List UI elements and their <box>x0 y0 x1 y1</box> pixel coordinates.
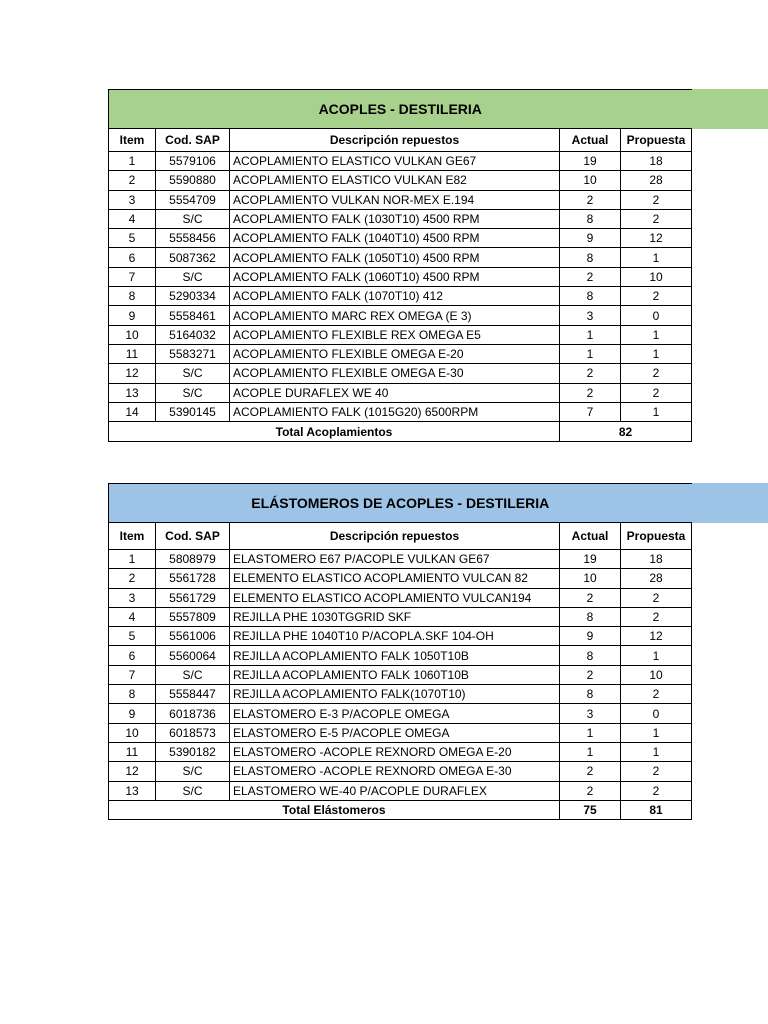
cell-item: 1 <box>109 550 156 569</box>
table-row <box>109 704 692 723</box>
cell-item: 5 <box>109 229 156 248</box>
cell-descripcion: ACOPLAMIENTO FALK (1015G20) 6500RPM <box>230 402 560 421</box>
cell-actual: 7 <box>560 402 621 421</box>
cell-actual: 19 <box>560 550 621 569</box>
cell-cod-sap: S/C <box>156 781 230 800</box>
cell-propuesta: 2 <box>621 287 692 306</box>
cell-cod-sap: 5557809 <box>156 607 230 626</box>
cell-descripcion: ACOPLE DURAFLEX WE 40 <box>230 383 560 402</box>
cell-propuesta: 2 <box>621 364 692 383</box>
cell-descripcion: ELASTOMERO -ACOPLE REXNORD OMEGA E-30 <box>230 762 560 781</box>
cell-propuesta: 0 <box>621 704 692 723</box>
cell-descripcion: REJILLA PHE 1040T10 P/ACOPLA.SKF 104-OH <box>230 627 560 646</box>
cell-cod-sap: S/C <box>156 762 230 781</box>
col-descripcion: Descripción repuestos <box>230 523 560 550</box>
table-row <box>109 569 692 588</box>
cell-propuesta: 2 <box>621 781 692 800</box>
cell-actual: 2 <box>560 383 621 402</box>
cell-actual: 2 <box>560 665 621 684</box>
col-actual: Actual <box>560 129 621 152</box>
cell-propuesta: 12 <box>621 229 692 248</box>
cell-descripcion: ACOPLAMIENTO VULKAN NOR-MEX E.194 <box>230 190 560 209</box>
cell-actual: 8 <box>560 248 621 267</box>
cell-item: 12 <box>109 762 156 781</box>
cell-item: 5 <box>109 627 156 646</box>
cell-cod-sap: S/C <box>156 665 230 684</box>
cell-descripcion: ACOPLAMIENTO FALK (1060T10) 4500 RPM <box>230 267 560 286</box>
table-row <box>109 646 692 665</box>
table1-header-row <box>109 129 692 152</box>
table1-total-row <box>109 422 692 442</box>
cell-actual: 2 <box>560 267 621 286</box>
cell-cod-sap: 5164032 <box>156 325 230 344</box>
cell-propuesta: 28 <box>621 569 692 588</box>
cell-propuesta: 0 <box>621 306 692 325</box>
cell-item: 1 <box>109 152 156 171</box>
cell-cod-sap: S/C <box>156 267 230 286</box>
col-descripcion: Descripción repuestos <box>230 129 560 152</box>
cell-item: 10 <box>109 325 156 344</box>
cell-item: 6 <box>109 646 156 665</box>
cell-cod-sap: 5390182 <box>156 742 230 761</box>
cell-descripcion: REJILLA PHE 1030TGGRID SKF <box>230 607 560 626</box>
cell-descripcion: ACOPLAMIENTO FALK (1070T10) 412 <box>230 287 560 306</box>
table-row <box>109 306 692 325</box>
cell-item: 3 <box>109 190 156 209</box>
cell-descripcion: REJILLA ACOPLAMIENTO FALK(1070T10) <box>230 685 560 704</box>
elastomeros-table <box>108 483 692 820</box>
cell-cod-sap: 5583271 <box>156 344 230 363</box>
cell-actual: 10 <box>560 569 621 588</box>
cell-actual: 9 <box>560 627 621 646</box>
cell-propuesta: 1 <box>621 344 692 363</box>
col-cod-sap: Cod. SAP <box>156 523 230 550</box>
total-propuesta: 81 <box>621 800 692 819</box>
table-row <box>109 665 692 684</box>
cell-descripcion: ACOPLAMIENTO FLEXIBLE REX OMEGA E5 <box>230 325 560 344</box>
table-row <box>109 723 692 742</box>
cell-actual: 2 <box>560 190 621 209</box>
col-propuesta: Propuesta <box>621 523 692 550</box>
cell-cod-sap: 5087362 <box>156 248 230 267</box>
cell-cod-sap: S/C <box>156 383 230 402</box>
cell-propuesta: 10 <box>621 267 692 286</box>
cell-propuesta: 12 <box>621 627 692 646</box>
cell-cod-sap: S/C <box>156 209 230 228</box>
cell-item: 3 <box>109 588 156 607</box>
cell-actual: 1 <box>560 742 621 761</box>
cell-cod-sap: 5558461 <box>156 306 230 325</box>
cell-descripcion: ELASTOMERO WE-40 P/ACOPLE DURAFLEX <box>230 781 560 800</box>
cell-propuesta: 2 <box>621 607 692 626</box>
cell-item: 14 <box>109 402 156 421</box>
cell-propuesta: 2 <box>621 588 692 607</box>
table-row <box>109 742 692 761</box>
cell-cod-sap: 5558447 <box>156 685 230 704</box>
cell-item: 4 <box>109 209 156 228</box>
table-row <box>109 364 692 383</box>
cell-propuesta: 2 <box>621 685 692 704</box>
cell-actual: 8 <box>560 607 621 626</box>
cell-actual: 1 <box>560 325 621 344</box>
table-row <box>109 209 692 228</box>
cell-cod-sap: 5579106 <box>156 152 230 171</box>
cell-item: 2 <box>109 171 156 190</box>
cell-propuesta: 1 <box>621 646 692 665</box>
total-label: Total Acoplamientos <box>109 422 560 442</box>
col-actual: Actual <box>560 523 621 550</box>
cell-descripcion: ACOPLAMIENTO FLEXIBLE OMEGA E-20 <box>230 344 560 363</box>
table-row <box>109 325 692 344</box>
cell-actual: 1 <box>560 344 621 363</box>
cell-item: 11 <box>109 742 156 761</box>
cell-cod-sap: 5808979 <box>156 550 230 569</box>
cell-propuesta: 1 <box>621 742 692 761</box>
cell-actual: 10 <box>560 171 621 190</box>
table-row <box>109 229 692 248</box>
cell-descripcion: ELEMENTO ELASTICO ACOPLAMIENTO VULCAN 82 <box>230 569 560 588</box>
cell-descripcion: REJILLA ACOPLAMIENTO FALK 1060T10B <box>230 665 560 684</box>
cell-item: 8 <box>109 287 156 306</box>
cell-descripcion: REJILLA ACOPLAMIENTO FALK 1050T10B <box>230 646 560 665</box>
cell-descripcion: ELASTOMERO -ACOPLE REXNORD OMEGA E-20 <box>230 742 560 761</box>
cell-cod-sap: 5561006 <box>156 627 230 646</box>
table2-total-row <box>109 800 692 819</box>
cell-propuesta: 28 <box>621 171 692 190</box>
cell-propuesta: 1 <box>621 325 692 344</box>
cell-descripcion: ACOPLAMIENTO ELASTICO VULKAN GE67 <box>230 152 560 171</box>
table-row <box>109 267 692 286</box>
cell-propuesta: 1 <box>621 402 692 421</box>
col-item: Item <box>109 129 156 152</box>
cell-item: 7 <box>109 665 156 684</box>
table-row <box>109 152 692 171</box>
cell-descripcion: ELASTOMERO E67 P/ACOPLE VULKAN GE67 <box>230 550 560 569</box>
cell-item: 4 <box>109 607 156 626</box>
table-row <box>109 588 692 607</box>
col-cod-sap: Cod. SAP <box>156 129 230 152</box>
cell-descripcion: ACOPLAMIENTO FALK (1030T10) 4500 RPM <box>230 209 560 228</box>
cell-cod-sap: 5290334 <box>156 287 230 306</box>
table-row <box>109 248 692 267</box>
cell-cod-sap: 5554709 <box>156 190 230 209</box>
cell-cod-sap: 5590880 <box>156 171 230 190</box>
cell-actual: 2 <box>560 588 621 607</box>
total-value: 82 <box>560 422 692 442</box>
table-row <box>109 402 692 421</box>
cell-item: 7 <box>109 267 156 286</box>
cell-descripcion: ACOPLAMIENTO FALK (1050T10) 4500 RPM <box>230 248 560 267</box>
cell-item: 6 <box>109 248 156 267</box>
table-row <box>109 287 692 306</box>
cell-cod-sap: 5558456 <box>156 229 230 248</box>
cell-item: 10 <box>109 723 156 742</box>
cell-cod-sap: S/C <box>156 364 230 383</box>
table-row <box>109 344 692 363</box>
cell-actual: 9 <box>560 229 621 248</box>
table-row <box>109 383 692 402</box>
cell-cod-sap: 5561728 <box>156 569 230 588</box>
cell-item: 8 <box>109 685 156 704</box>
cell-propuesta: 10 <box>621 665 692 684</box>
table-row <box>109 762 692 781</box>
cell-item: 13 <box>109 781 156 800</box>
cell-cod-sap: 5561729 <box>156 588 230 607</box>
cell-propuesta: 2 <box>621 762 692 781</box>
cell-propuesta: 18 <box>621 550 692 569</box>
cell-actual: 1 <box>560 723 621 742</box>
table-row <box>109 627 692 646</box>
cell-item: 12 <box>109 364 156 383</box>
cell-actual: 2 <box>560 364 621 383</box>
table2-header-row <box>109 523 692 550</box>
table-row <box>109 171 692 190</box>
col-item: Item <box>109 523 156 550</box>
cell-actual: 2 <box>560 762 621 781</box>
cell-actual: 3 <box>560 306 621 325</box>
table-row <box>109 781 692 800</box>
cell-cod-sap: 5390145 <box>156 402 230 421</box>
cell-cod-sap: 6018736 <box>156 704 230 723</box>
cell-item: 9 <box>109 306 156 325</box>
table-row <box>109 190 692 209</box>
cell-actual: 3 <box>560 704 621 723</box>
cell-actual: 8 <box>560 685 621 704</box>
cell-propuesta: 18 <box>621 152 692 171</box>
table-row <box>109 607 692 626</box>
cell-descripcion: ELASTOMERO E-5 P/ACOPLE OMEGA <box>230 723 560 742</box>
table-row <box>109 685 692 704</box>
cell-descripcion: ACOPLAMIENTO MARC REX OMEGA (E 3) <box>230 306 560 325</box>
cell-item: 13 <box>109 383 156 402</box>
cell-actual: 2 <box>560 781 621 800</box>
cell-propuesta: 1 <box>621 723 692 742</box>
total-label: Total Elástomeros <box>109 800 560 819</box>
cell-cod-sap: 5560064 <box>156 646 230 665</box>
table1-title: ACOPLES - DESTILERIA <box>109 90 692 129</box>
cell-propuesta: 2 <box>621 209 692 228</box>
cell-item: 11 <box>109 344 156 363</box>
cell-item: 2 <box>109 569 156 588</box>
cell-propuesta: 2 <box>621 190 692 209</box>
table-row <box>109 550 692 569</box>
cell-actual: 8 <box>560 287 621 306</box>
acoples-table <box>108 89 692 442</box>
cell-descripcion: ACOPLAMIENTO FLEXIBLE OMEGA E-30 <box>230 364 560 383</box>
cell-descripcion: ACOPLAMIENTO ELASTICO VULKAN E82 <box>230 171 560 190</box>
cell-actual: 8 <box>560 646 621 665</box>
cell-propuesta: 1 <box>621 248 692 267</box>
cell-item: 9 <box>109 704 156 723</box>
cell-cod-sap: 6018573 <box>156 723 230 742</box>
col-propuesta: Propuesta <box>621 129 692 152</box>
cell-descripcion: ACOPLAMIENTO FALK (1040T10) 4500 RPM <box>230 229 560 248</box>
table2-title: ELÁSTOMEROS DE ACOPLES - DESTILERIA <box>109 484 692 523</box>
cell-actual: 8 <box>560 209 621 228</box>
total-actual: 75 <box>560 800 621 819</box>
cell-descripcion: ELEMENTO ELASTICO ACOPLAMIENTO VULCAN194 <box>230 588 560 607</box>
cell-descripcion: ELASTOMERO E-3 P/ACOPLE OMEGA <box>230 704 560 723</box>
cell-propuesta: 2 <box>621 383 692 402</box>
cell-actual: 19 <box>560 152 621 171</box>
